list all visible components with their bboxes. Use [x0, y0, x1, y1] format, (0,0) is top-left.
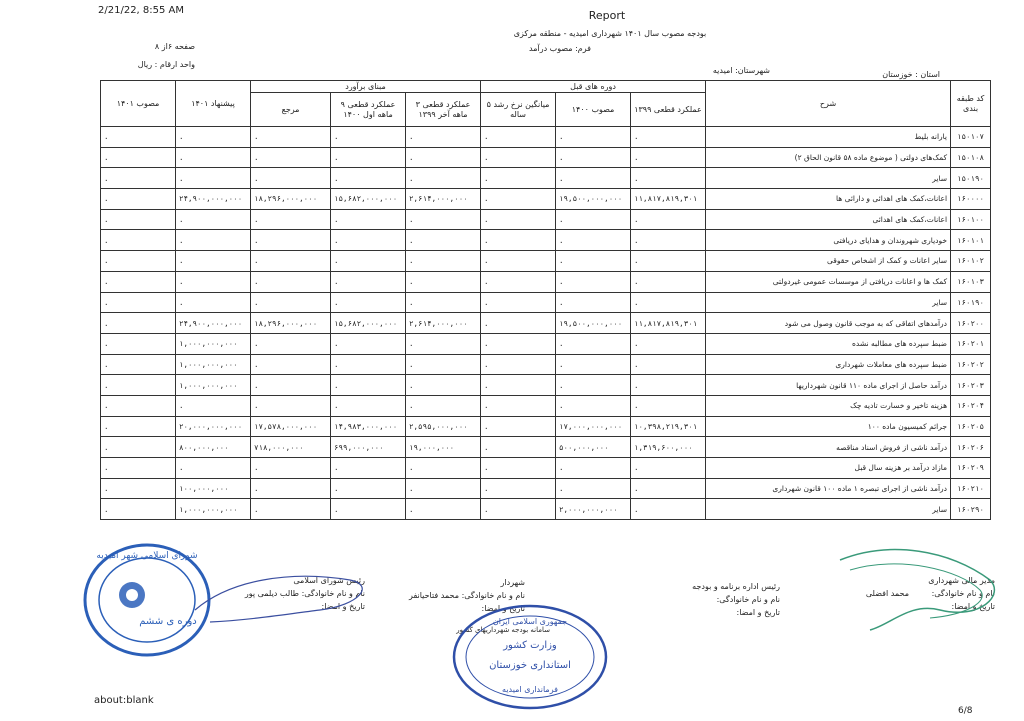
row-actual1399: . [631, 251, 706, 272]
row-avg-growth: . [481, 333, 556, 354]
print-title: Report [588, 9, 626, 22]
row-avg-growth: . [481, 354, 556, 375]
row-approved1401: . [101, 292, 176, 313]
row-proposal1401: . [176, 251, 251, 272]
print-datetime: 2/21/22, 8:55 AM [98, 5, 185, 16]
row-code: ۱۶۰۲۰۶ [951, 437, 991, 458]
row-approved1400: . [556, 271, 631, 292]
row-approved1400: . [556, 458, 631, 479]
row-desc: کمک‌های دولتی ( موضوع ماده ۵۸ قانون الحاق ۲) [706, 147, 951, 168]
row-reference: . [251, 499, 331, 520]
row-approved1400: ۵۰۰,۰۰۰,۰۰۰ [556, 437, 631, 458]
row-actual9m: . [331, 478, 406, 499]
row-actual3m: . [406, 292, 481, 313]
row-reference: ۱۷,۵۷۸,۰۰۰,۰۰۰ [251, 416, 331, 437]
row-desc: اعانات،کمک های اهدائی و دارائی ها [706, 189, 951, 210]
row-actual3m: . [406, 168, 481, 189]
row-actual3m: . [406, 230, 481, 251]
row-desc: درآمد حاصل از اجرای ماده ۱۱۰ قانون شهرداریها [706, 375, 951, 396]
row-reference: ۱۸,۲۹۶,۰۰۰,۰۰۰ [251, 313, 331, 334]
row-approved1401: . [101, 127, 176, 148]
row-approved1401: . [101, 230, 176, 251]
table-row [101, 458, 991, 479]
table-row [101, 354, 991, 375]
row-approved1400: . [556, 251, 631, 272]
row-reference: ۱۸,۲۹۶,۰۰۰,۰۰۰ [251, 189, 331, 210]
row-actual3m: ۲,۶۱۴,۰۰۰,۰۰۰ [406, 313, 481, 334]
row-approved1401: . [101, 458, 176, 479]
header-approved1400: مصوب ۱۴۰۰ [556, 93, 631, 127]
row-approved1401: . [101, 333, 176, 354]
row-avg-growth: . [481, 375, 556, 396]
row-reference: ۷۱۸,۰۰۰,۰۰۰ [251, 437, 331, 458]
row-avg-growth: . [481, 499, 556, 520]
table-row [101, 499, 991, 520]
row-proposal1401: ۲۰,۰۰۰,۰۰۰,۰۰۰ [176, 416, 251, 437]
row-avg-growth: . [481, 395, 556, 416]
row-actual3m: . [406, 209, 481, 230]
header-approved1401: مصوب ۱۴۰۱ [101, 81, 176, 127]
row-actual3m: . [406, 271, 481, 292]
budget-title: رئیس اداره برنامه و بودجه [692, 582, 780, 591]
row-proposal1401: . [176, 168, 251, 189]
row-proposal1401: ۸۰۰,۰۰۰,۰۰۰ [176, 437, 251, 458]
row-proposal1401: ۱,۰۰۰,۰۰۰,۰۰۰ [176, 375, 251, 396]
row-code: ۱۶۰۲۰۹ [951, 458, 991, 479]
table-row [101, 375, 991, 396]
row-avg-growth: . [481, 313, 556, 334]
row-actual3m: . [406, 147, 481, 168]
row-approved1400: . [556, 209, 631, 230]
row-reference: . [251, 375, 331, 396]
row-reference: . [251, 147, 331, 168]
row-proposal1401: ۲۴,۹۰۰,۰۰۰,۰۰۰ [176, 313, 251, 334]
finance-date-label: تاریخ و امضا: [951, 602, 995, 611]
row-actual1399: . [631, 458, 706, 479]
row-avg-growth: . [481, 271, 556, 292]
row-approved1401: . [101, 168, 176, 189]
row-approved1401: . [101, 313, 176, 334]
row-actual1399: . [631, 209, 706, 230]
row-avg-growth: . [481, 251, 556, 272]
row-reference: . [251, 478, 331, 499]
row-actual1399: ۱۰,۳۹۸,۲۱۹,۳۰۱ [631, 416, 706, 437]
table-row [101, 147, 991, 168]
row-desc: درآمد ناشی از فروش اسناد مناقصه [706, 437, 951, 458]
council-stamp-text: شورای اسلامی شهر امیدیه [96, 551, 198, 561]
row-approved1401: . [101, 375, 176, 396]
row-actual3m: ۲,۵۹۵,۰۰۰,۰۰۰ [406, 416, 481, 437]
header-avg-growth: میانگین نرخ رشد ۵ ساله [481, 93, 556, 127]
mayor-name-row [380, 589, 525, 602]
mayor-title: شهردار [500, 578, 525, 587]
row-approved1400: . [556, 230, 631, 251]
row-actual9m: . [331, 168, 406, 189]
row-actual1399: . [631, 333, 706, 354]
row-approved1401: . [101, 395, 176, 416]
row-code: ۱۶۰۲۰۰ [951, 313, 991, 334]
row-avg-growth: . [481, 437, 556, 458]
row-approved1401: . [101, 478, 176, 499]
row-actual1399: ۱۱,۸۱۷,۸۱۹,۳۰۱ [631, 189, 706, 210]
table-row [101, 437, 991, 458]
row-code: ۱۶۰۲۹۰ [951, 499, 991, 520]
row-approved1400: . [556, 127, 631, 148]
row-actual1399: . [631, 395, 706, 416]
row-proposal1401: ۱,۰۰۰,۰۰۰,۰۰۰ [176, 499, 251, 520]
mayor-date-label: تاریخ و امضا: [481, 604, 525, 613]
row-desc: سایر [706, 499, 951, 520]
row-actual3m: . [406, 395, 481, 416]
row-approved1400: . [556, 147, 631, 168]
row-proposal1401: ۲۴,۹۰۰,۰۰۰,۰۰۰ [176, 189, 251, 210]
row-proposal1401: . [176, 395, 251, 416]
row-proposal1401: . [176, 147, 251, 168]
table-row [101, 168, 991, 189]
row-actual9m: ۱۵,۶۸۲,۰۰۰,۰۰۰ [331, 189, 406, 210]
council-name: طالب دیلمی پور [244, 589, 300, 598]
row-approved1401: . [101, 251, 176, 272]
row-actual3m: . [406, 354, 481, 375]
row-actual1399: ۱,۳۱۹,۶۰۰,۰۰۰ [631, 437, 706, 458]
row-proposal1401: . [176, 271, 251, 292]
table-row [101, 230, 991, 251]
row-approved1401: . [101, 437, 176, 458]
row-approved1400: . [556, 395, 631, 416]
row-avg-growth: . [481, 478, 556, 499]
row-approved1401: . [101, 209, 176, 230]
row-actual9m: . [331, 499, 406, 520]
row-desc: ضبط سپرده های مطالبه نشده [706, 333, 951, 354]
table-row [101, 292, 991, 313]
row-actual1399: . [631, 168, 706, 189]
row-avg-growth: . [481, 147, 556, 168]
council-date-label: تاریخ و امضا: [321, 602, 365, 611]
row-actual9m: . [331, 127, 406, 148]
row-actual9m: ۱۴,۹۸۳,۰۰۰,۰۰۰ [331, 416, 406, 437]
header-actual3m: عملکرد قطعی ۳ ماهه آخر ۱۳۹۹ [406, 93, 481, 127]
row-approved1400: . [556, 354, 631, 375]
table-row [101, 271, 991, 292]
header-reference: مرجع [251, 93, 331, 127]
city-label: شهرستان: امیدیه [712, 66, 770, 75]
row-proposal1401: ۱,۰۰۰,۰۰۰,۰۰۰ [176, 354, 251, 375]
table-row [101, 478, 991, 499]
row-actual9m: . [331, 147, 406, 168]
mayor-name: محمد فتاحیانفر [409, 591, 460, 600]
row-reference: . [251, 251, 331, 272]
row-approved1401: . [101, 499, 176, 520]
print-page: 6/8 [958, 706, 973, 716]
report-form: فرم: مصوب درآمد [529, 44, 591, 53]
row-actual1399: . [631, 271, 706, 292]
row-actual9m: . [331, 271, 406, 292]
row-actual1399: . [631, 354, 706, 375]
row-actual1399: . [631, 292, 706, 313]
row-approved1400: ۱۷,۰۰۰,۰۰۰,۰۰۰ [556, 416, 631, 437]
row-approved1401: . [101, 416, 176, 437]
row-reference: . [251, 395, 331, 416]
header-group-base: مبنای برآورد [251, 81, 481, 93]
row-actual9m: ۶۹۹,۰۰۰,۰۰۰ [331, 437, 406, 458]
units-label: واحد ارقام : ریال [137, 60, 195, 69]
row-code: ۱۵۰۱۹۰ [951, 168, 991, 189]
table-row [101, 251, 991, 272]
row-actual9m: . [331, 230, 406, 251]
finance-signature-scribble-icon [830, 540, 1010, 640]
row-actual3m: . [406, 251, 481, 272]
row-code: ۱۶۰۰۰۰ [951, 189, 991, 210]
row-code: ۱۶۰۲۰۳ [951, 375, 991, 396]
row-code: ۱۶۰۱۹۰ [951, 292, 991, 313]
row-desc: سایر [706, 292, 951, 313]
row-actual3m: . [406, 127, 481, 148]
governor-stamp-line1: جمهوری اسلامی ایران [492, 617, 568, 626]
row-desc: سایر [706, 168, 951, 189]
row-approved1400: . [556, 292, 631, 313]
row-desc: خودیاری شهروندان و هدایای دریافتی [706, 230, 951, 251]
finance-name: محمد افضلی [865, 589, 910, 598]
row-proposal1401: ۱۰۰,۰۰۰,۰۰۰ [176, 478, 251, 499]
row-reference: . [251, 333, 331, 354]
row-avg-growth: . [481, 458, 556, 479]
row-approved1400: . [556, 168, 631, 189]
row-actual3m: ۲,۶۱۴,۰۰۰,۰۰۰ [406, 189, 481, 210]
row-proposal1401: ۱,۰۰۰,۰۰۰,۰۰۰ [176, 333, 251, 354]
row-avg-growth: . [481, 189, 556, 210]
row-approved1400: ۱۹,۵۰۰,۰۰۰,۰۰۰ [556, 189, 631, 210]
row-proposal1401: . [176, 209, 251, 230]
row-avg-growth: . [481, 292, 556, 313]
row-code: ۱۶۰۱۰۳ [951, 271, 991, 292]
row-approved1401: . [101, 147, 176, 168]
page-label: صفحه ۶از ۸ [154, 42, 195, 51]
table-row [101, 209, 991, 230]
row-proposal1401: . [176, 458, 251, 479]
row-desc: درآمد ناشی از اجرای تبصره ۱ ماده ۱۰۰ قانون شهرداری [706, 478, 951, 499]
row-avg-growth: . [481, 127, 556, 148]
table-row [101, 313, 991, 334]
row-actual9m: . [331, 375, 406, 396]
print-url: about:blank [94, 695, 154, 706]
row-desc: ضبط سپرده های معاملات شهرداری [706, 354, 951, 375]
row-actual9m: . [331, 395, 406, 416]
row-code: ۱۶۰۱۰۱ [951, 230, 991, 251]
row-code: ۱۶۰۲۰۴ [951, 395, 991, 416]
row-approved1400: . [556, 375, 631, 396]
budget-signature-block [640, 580, 780, 619]
row-reference: . [251, 354, 331, 375]
row-code: ۱۶۰۲۰۵ [951, 416, 991, 437]
row-proposal1401: . [176, 230, 251, 251]
row-avg-growth: . [481, 230, 556, 251]
row-reference: . [251, 271, 331, 292]
header-code: کد طبقه بندی [951, 81, 991, 127]
row-reference: . [251, 209, 331, 230]
row-proposal1401: . [176, 292, 251, 313]
row-actual9m: ۱۵,۶۸۲,۰۰۰,۰۰۰ [331, 313, 406, 334]
row-approved1400: . [556, 333, 631, 354]
row-actual3m: . [406, 375, 481, 396]
budget-date-label: تاریخ و امضا: [736, 608, 780, 617]
row-avg-growth: . [481, 416, 556, 437]
row-actual9m: . [331, 333, 406, 354]
table-row [101, 395, 991, 416]
report-subtitle: بودجه مصوب سال ۱۴۰۱ شهرداری امیدیه - منطقه مرکزی [513, 29, 707, 38]
row-proposal1401: . [176, 127, 251, 148]
finance-name-label: نام و نام خانوادگی: [931, 589, 995, 598]
row-avg-growth: . [481, 168, 556, 189]
row-actual3m: . [406, 333, 481, 354]
row-actual1399: . [631, 127, 706, 148]
budget-table [100, 80, 991, 520]
row-actual3m: . [406, 499, 481, 520]
row-reference: . [251, 127, 331, 148]
council-name-label: نام و نام خانوادگی: [301, 589, 365, 598]
row-reference: . [251, 168, 331, 189]
row-desc: یارانه بلیط [706, 127, 951, 148]
row-actual9m: . [331, 354, 406, 375]
row-actual1399: . [631, 478, 706, 499]
row-desc: مازاد درآمد بر هزینه سال قبل [706, 458, 951, 479]
table-row [101, 189, 991, 210]
row-approved1401: . [101, 354, 176, 375]
finance-title: مدیر مالی شهرداری [928, 576, 995, 585]
row-code: ۱۶۰۱۰۲ [951, 251, 991, 272]
row-code: ۱۶۰۲۰۱ [951, 333, 991, 354]
governor-stamp-line3: استانداری خوزستان [489, 660, 571, 671]
governor-stamp-line2: وزارت کشور [503, 640, 557, 651]
row-approved1401: . [101, 271, 176, 292]
row-code: ۱۵۰۱۰۷ [951, 127, 991, 148]
governor-stamp-icon [450, 602, 610, 712]
council-signature-scribble-icon [190, 560, 380, 630]
row-code: ۱۶۰۱۰۰ [951, 209, 991, 230]
table-row [101, 127, 991, 148]
row-code: ۱۶۰۲۱۰ [951, 478, 991, 499]
row-approved1400: ۱۹,۵۰۰,۰۰۰,۰۰۰ [556, 313, 631, 334]
row-actual9m: . [331, 292, 406, 313]
council-stamp-period: دوره ی ششم [139, 616, 197, 627]
row-actual1399: . [631, 375, 706, 396]
row-desc: سایر اعانات و کمک از اشخاص حقوقی [706, 251, 951, 272]
row-approved1401: . [101, 189, 176, 210]
row-actual3m: . [406, 458, 481, 479]
row-actual1399: . [631, 147, 706, 168]
mayor-name-label: نام و نام خانوادگی: [461, 591, 525, 600]
budget-system-note: سامانه بودجه شهرداریهای کشور [456, 626, 550, 634]
row-desc: کمک ها و اعانات دریافتی از موسسات عمومی غیردولتی [706, 271, 951, 292]
header-actual1399: عملکرد قطعی ۱۳۹۹ [631, 93, 706, 127]
row-reference: . [251, 458, 331, 479]
row-reference: . [251, 292, 331, 313]
council-title: رئیس شورای اسلامی [293, 576, 365, 585]
row-actual9m: . [331, 251, 406, 272]
header-desc: شرح [706, 81, 951, 127]
row-actual1399: ۱۱,۸۱۷,۸۱۹,۳۰۱ [631, 313, 706, 334]
table-row [101, 416, 991, 437]
row-actual1399: . [631, 499, 706, 520]
province-label: استان : خوزستان [882, 70, 940, 79]
row-desc: هزینه تاخیر و خسارت تادیه چک [706, 395, 951, 416]
header-group-prev: دوره های قبل [481, 81, 706, 93]
row-actual1399: . [631, 230, 706, 251]
row-avg-growth: . [481, 209, 556, 230]
row-actual3m: ۱۹,۰۰۰,۰۰۰ [406, 437, 481, 458]
header-actual9m: عملکرد قطعی ۹ ماهه اول ۱۴۰۰ [331, 93, 406, 127]
table-row [101, 333, 991, 354]
row-actual3m: . [406, 478, 481, 499]
row-actual9m: . [331, 458, 406, 479]
row-approved1400: . [556, 478, 631, 499]
budget-name-label: نام و نام خانوادگی: [716, 595, 780, 604]
row-desc: درآمدهای اتفاقی که به موجب قانون وصول می شود [706, 313, 951, 334]
row-reference: . [251, 230, 331, 251]
row-approved1400: ۲,۰۰۰,۰۰۰,۰۰۰ [556, 499, 631, 520]
row-code: ۱۶۰۲۰۲ [951, 354, 991, 375]
header-proposal1401: پیشنهاد ۱۴۰۱ [176, 81, 251, 127]
governor-stamp-line4: فرمانداری امیدیه [502, 685, 558, 694]
row-desc: جرائم کمیسیون ماده ۱۰۰ [706, 416, 951, 437]
row-desc: اعانات،کمک های اهدائی [706, 209, 951, 230]
row-code: ۱۵۰۱۰۸ [951, 147, 991, 168]
row-actual9m: . [331, 209, 406, 230]
